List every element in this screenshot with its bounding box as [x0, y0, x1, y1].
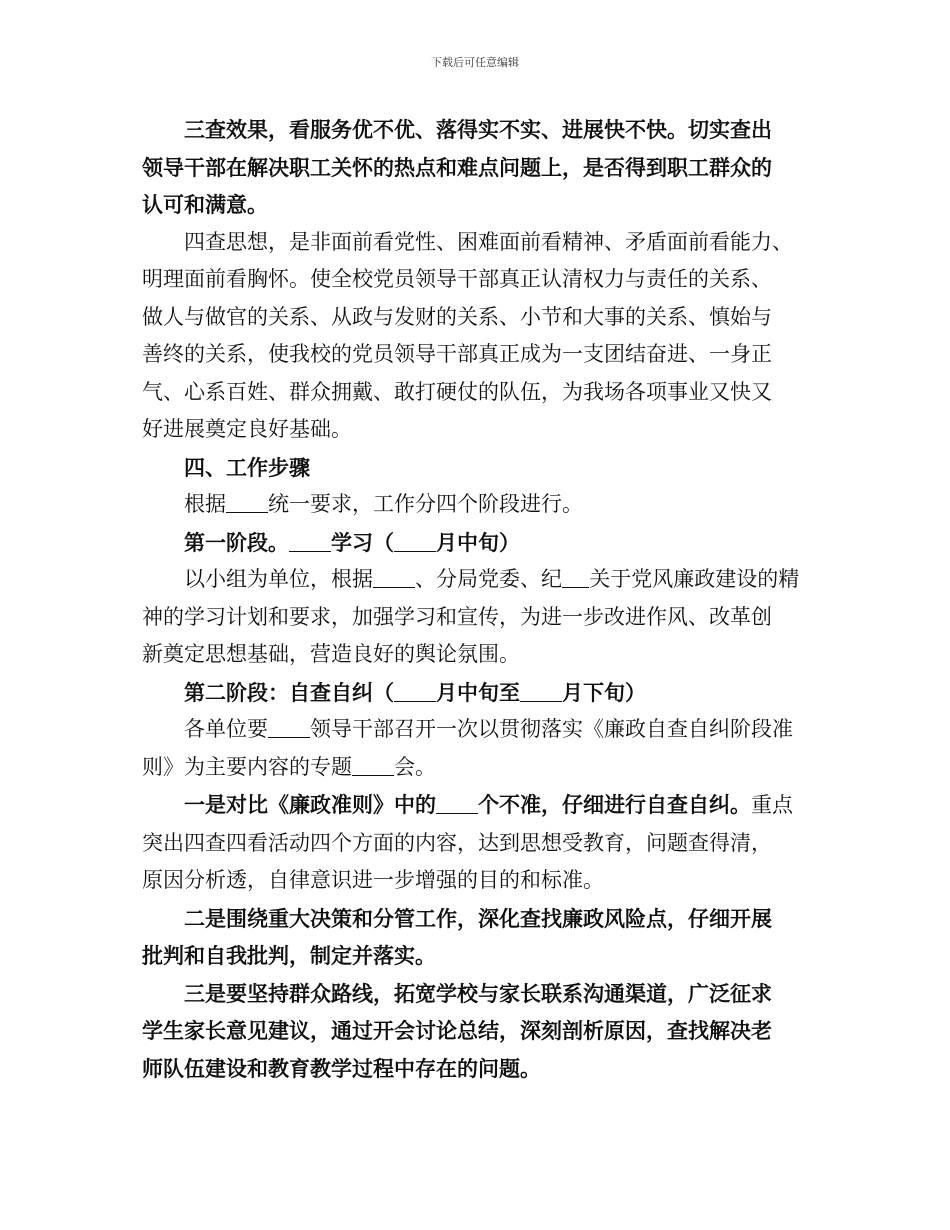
- blank-underline: [289, 530, 331, 552]
- section-heading-work-steps: [142, 449, 826, 487]
- text-segment: 根据: [184, 492, 226, 516]
- text-line: 好进展奠定良好基础。: [142, 417, 352, 441]
- text-line: [142, 674, 826, 712]
- document-body: [142, 111, 826, 1087]
- blank-underline: [373, 566, 415, 588]
- text-segment: 个不准，仔细进行自查自纠。: [478, 792, 751, 817]
- text-segment: 、分局党委、纪: [415, 567, 562, 591]
- paragraph-thought-check: [142, 224, 826, 449]
- text-line: 三查效果，看服务优不优、落得实不实、进展快不快。切实查出: [184, 117, 772, 142]
- text-line: [142, 711, 826, 749]
- paragraph-stage-intro: [142, 486, 826, 524]
- blank-underline: [394, 680, 436, 702]
- text-line: [142, 561, 826, 599]
- text-line: 四查思想，是非面前看党性、困难面前看精神、矛盾面前看能力、: [184, 229, 793, 254]
- text-segment: 月下旬）: [562, 679, 646, 705]
- text-line: 明理面前看胸怀。使全校党员领导干部真正认清权力与责任的关系、: [142, 267, 772, 291]
- paragraph-effect-check: [142, 111, 826, 224]
- blank-underline: [520, 680, 562, 702]
- stage-one-heading: [142, 524, 826, 562]
- text-segment: 领导干部召开一次以贯彻落实《廉政自查自纠阶段准: [310, 717, 793, 741]
- text-segment: 关于党风廉政建设的精: [589, 567, 800, 591]
- text-segment: 以小组为单位，根据: [184, 567, 373, 591]
- text-line: [142, 749, 826, 787]
- page-header: 下载后可任意编辑: [431, 56, 519, 69]
- paragraph-stage-one: [142, 561, 826, 674]
- paragraph-item-three: [142, 975, 826, 1088]
- text-segment: 第一阶段。: [184, 529, 289, 555]
- text-line: 原因分析透，自律意识进一步增强的目的和标准。: [142, 868, 604, 892]
- text-line: 认可和满意。: [142, 192, 268, 217]
- text-line: 善终的关系，使我校的党员领导干部真正成为一支团结奋进、一身正: [142, 342, 772, 366]
- text-segment: 学习（: [331, 529, 394, 555]
- text-line: 新奠定思想基础，营造良好的舆论氛围。: [142, 642, 520, 666]
- text-line: 气、心系百姓、群众拥戴、敢打硬仗的队伍，为我场各项事业又快又: [142, 379, 772, 404]
- text-segment: 月中旬）: [436, 529, 520, 555]
- text-segment: 第二阶段：自查自纠（: [184, 679, 394, 705]
- text-line: 领导干部在解决职工关怀的热点和难点问题上，是否得到职工群众的: [142, 154, 772, 180]
- text-line: [142, 524, 826, 562]
- text-line: 师队伍建设和教育教学过程中存在的问题。: [142, 1055, 541, 1081]
- text-line: 突出四查四看活动四个方面的内容，达到思想受教育，问题查得清，: [142, 830, 772, 855]
- blank-underline: [268, 716, 310, 738]
- paragraph-item-two: [142, 900, 826, 975]
- text-segment: 重点: [751, 793, 793, 817]
- text-segment: 统一要求，工作分四个阶段进行。: [268, 492, 583, 516]
- text-line: [142, 486, 826, 524]
- text-line: 批判和自我批判，制定并落实。: [142, 943, 436, 968]
- text-line: 三是要坚持群众路线，拓宽学校与家长联系沟通渠道，广泛征求: [184, 980, 772, 1006]
- paragraph-item-one: [142, 786, 826, 900]
- text-segment: 一是对比《廉政准则》中的: [184, 792, 436, 817]
- text-line: 做人与做官的关系、从政与发财的关系、小节和大事的关系、慎始与: [142, 304, 772, 329]
- text-segment: 月中旬至: [436, 679, 520, 705]
- text-line: [142, 786, 826, 825]
- blank-underline: [226, 491, 268, 513]
- stage-two-heading: [142, 674, 826, 712]
- heading-text: 四、工作步骤: [184, 454, 310, 480]
- text-line: 神的学习计划和要求，加强学习和宣传，为进一步改进作风、改革创: [142, 604, 772, 629]
- text-line: 学生家长意见建议，通过开会讨论总结，深刻剖析原因，查找解决老: [142, 1018, 772, 1043]
- paragraph-stage-two: [142, 711, 826, 786]
- text-line: 二是围绕重大决策和分管工作，深化查找廉政风险点，仔细开展: [184, 905, 772, 931]
- blank-underline: [562, 566, 589, 588]
- text-segment: 各单位要: [184, 717, 268, 741]
- blank-underline: [394, 530, 436, 552]
- text-segment: 会。: [394, 754, 436, 779]
- blank-underline: [436, 792, 478, 814]
- text-segment: 则》为主要内容的专题: [142, 754, 352, 779]
- blank-underline: [352, 754, 394, 776]
